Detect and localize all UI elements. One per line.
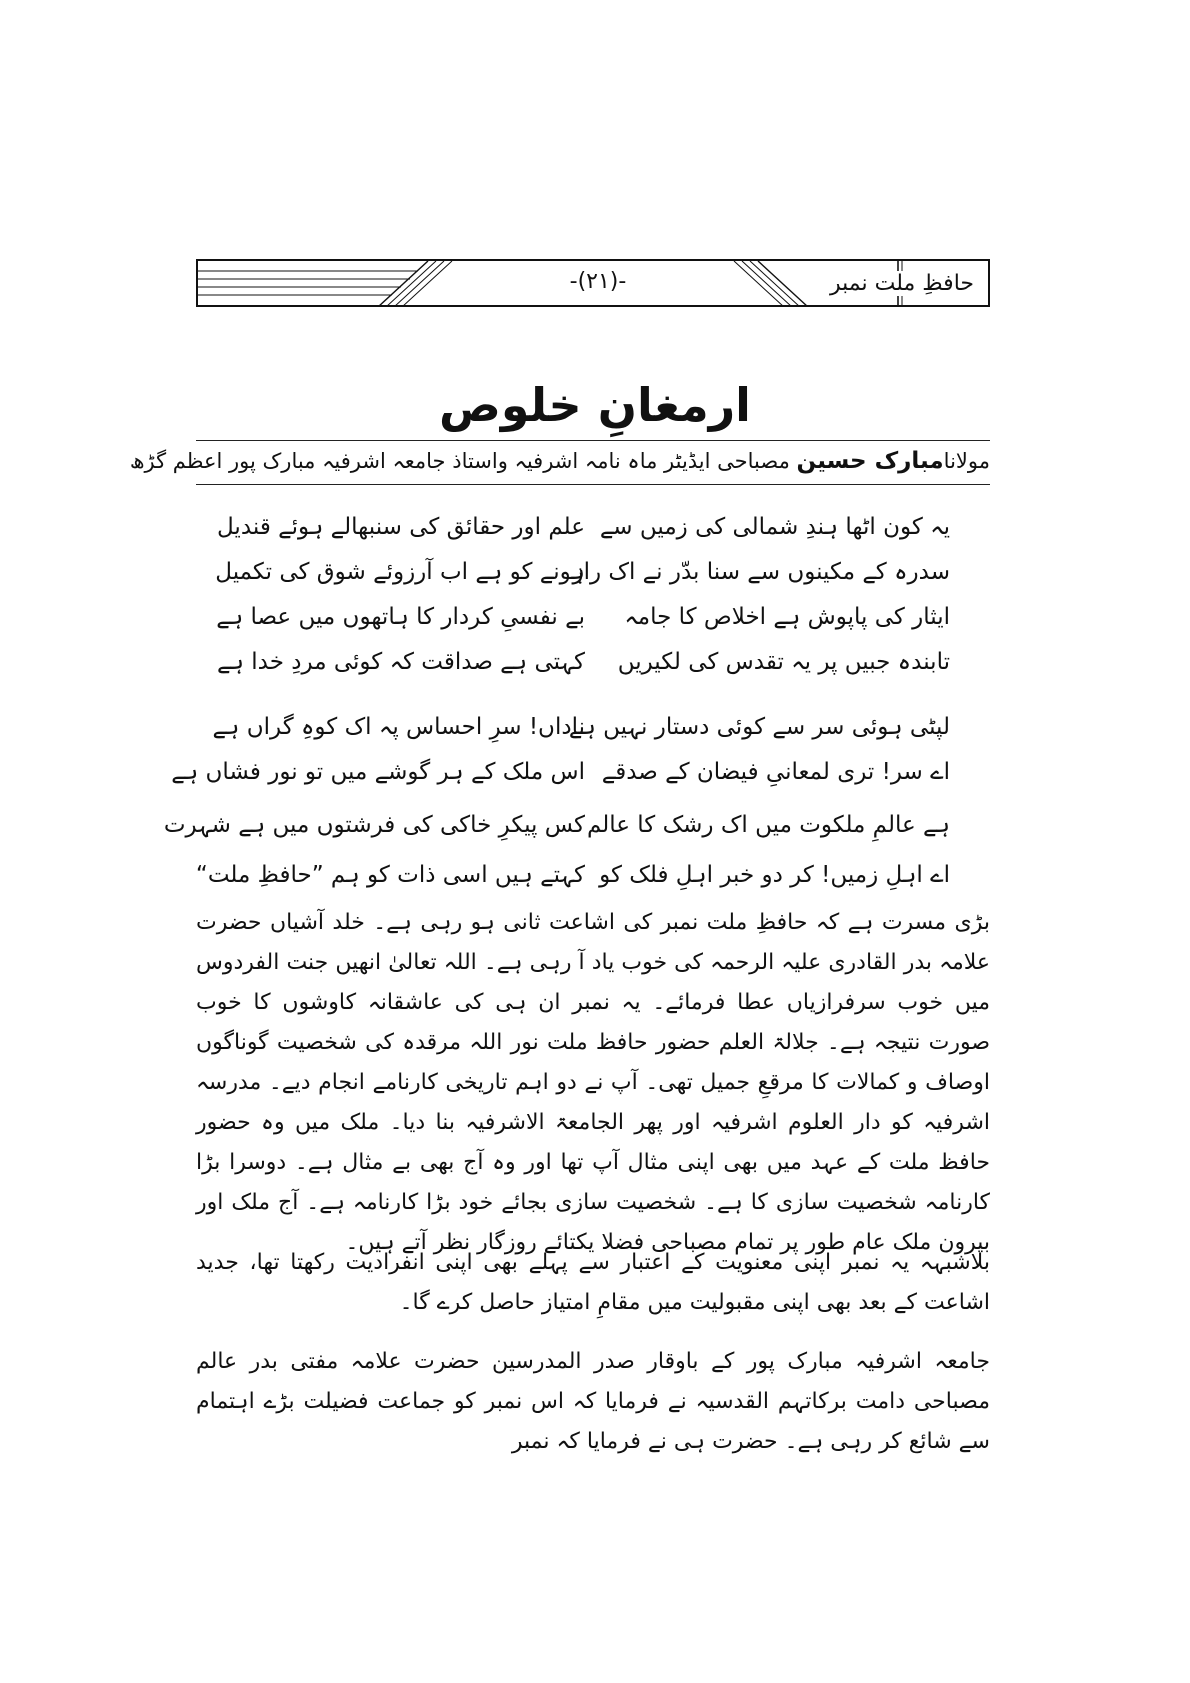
verse-right-4: تابندہ جبیں پر یہ تقدس کی لکیریں bbox=[617, 649, 950, 675]
verse-right-5: لپٹی ہوئی سر سے کوئی دستار نہیں ہے bbox=[568, 714, 950, 740]
byline-rule bbox=[196, 484, 990, 485]
paragraph-2 bbox=[196, 1243, 990, 1323]
paragraph-1-text: بڑی مسرت ہے کہ حافظِ ملت نمبر کی اشاعت ثانی ہو رہی ہے۔ خلد آشیاں حضرت علامہ بدر القادری علیہ الرحمہ کی خوب یاد آ رہی ہے۔ اللہ تعالیٰ انھیں جنت الفردوس میں خوب سرفرازیاں عطا فرمائے۔ یہ نمبر ان ہی کی عاشقانہ کاوشوں کا خوب صورت نتیجہ ہے۔ جلالۃ العلم حضور حافظ ملت نور اللہ مرقدہ کی شخصیت گوناگوں اوصاف و کمالات کا مرقعِ جمیل تھی۔ آپ نے دو اہم تاریخی کارنامے انجام دیے۔ مدرسہ اشرفیہ کو دار العلوم اشرفیہ اور پھر الجامعۃ الاشرفیہ بنا دیا۔ ملک میں وہ حضور حافظ ملت کے عہد میں بھی اپنی مثال آپ تھا اور وہ آج بھی بے مثال ہے۔ دوسرا بڑا کارنامہ شخصیت سازی کا ہے۔ شخصیت سازی بجائے خود بڑا کارنامہ ہے۔ آج ملک اور بیرون ملک عام طور پر تمام مصباحی فضلا یکتائے روزگار نظر آتے ہیں۔ bbox=[196, 910, 990, 1255]
verse-left-6: اس ملک کے ہر گوشے میں تو نور فشاں ہے bbox=[171, 759, 585, 785]
article-title: ارمغانِ خلوص bbox=[439, 378, 751, 432]
byline-suffix: مصباحی ایڈیٹر ماہ نامہ اشرفیہ واستاذ جامعہ اشرفیہ مبارک پور اعظم گڑھ bbox=[129, 449, 790, 473]
byline bbox=[129, 448, 990, 474]
paragraph-3 bbox=[196, 1342, 990, 1462]
paragraph-1 bbox=[196, 903, 990, 1263]
title-rule bbox=[196, 440, 990, 441]
verse-right-7: ہے عالمِ ملکوت میں اک رشک کا عالم bbox=[586, 812, 950, 838]
verse-left-2: ہونے کو ہے اب آرزوئے شوق کی تکمیل bbox=[215, 559, 585, 585]
verse-left-8: کہتے ہیں اسی ذات کو ہم ”حافظِ ملت“ bbox=[195, 862, 585, 888]
running-title: حافظِ ملت نمبر bbox=[826, 271, 978, 296]
verse-left-3: بے نفسیِ کردار کا ہاتھوں میں عصا ہے bbox=[216, 604, 585, 630]
verse-right-2: سدرہ کے مکینوں سے سنا بدّر نے اک راز bbox=[572, 559, 950, 585]
verse-right-1: یہ کون اٹھا ہندِ شمالی کی زمیں سے bbox=[599, 514, 950, 540]
verse-left-1: علم اور حقائق کی سنبھالے ہوئے قندیل bbox=[217, 514, 585, 540]
verse-right-8: اے اہلِ زمیں! کر دو خبر اہلِ فلک کو bbox=[599, 862, 950, 888]
verse-right-3: ایثار کی پاپوش ہے اخلاص کا جامہ bbox=[624, 604, 950, 630]
paragraph-3-text: جامعہ اشرفیہ مبارک پور کے باوقار صدر المدرسین حضرت علامہ مفتی بدر عالم مصباحی دامت برکاتہم القدسیہ نے فرمایا کہ اس نمبر کو جماعت فضیلت بڑے اہتمام سے شائع کر رہی ہے۔ حضرت ہی نے فرمایا کہ نمبر bbox=[196, 1349, 990, 1454]
verse-left-5: ناداں! سرِ احساس پہ اک کوہِ گراں ہے bbox=[212, 714, 585, 740]
byline-author: مبارک حسین bbox=[796, 448, 944, 474]
paragraph-2-text: بلاشبہہ یہ نمبر اپنی معنویت کے اعتبار سے پہلے بھی اپنی انفرادیت رکھتا تھا، جدید اشاعت کے بعد بھی اپنی مقبولیت میں مقامِ امتیاز حاصل کرے گا۔ bbox=[196, 1250, 990, 1315]
verse-left-4: کہتی ہے صداقت کہ کوئی مردِ خدا ہے bbox=[217, 649, 585, 675]
byline-prefix: مولانا bbox=[943, 449, 990, 473]
verse-right-6: اے سر! تری لمعانیِ فیضان کے صدقے bbox=[601, 759, 950, 785]
page-header bbox=[196, 259, 990, 307]
page-number: -(۲۱)- bbox=[538, 269, 658, 294]
verse-left-7: کس پیکرِ خاکی کی فرشتوں میں ہے شہرت bbox=[163, 812, 585, 838]
